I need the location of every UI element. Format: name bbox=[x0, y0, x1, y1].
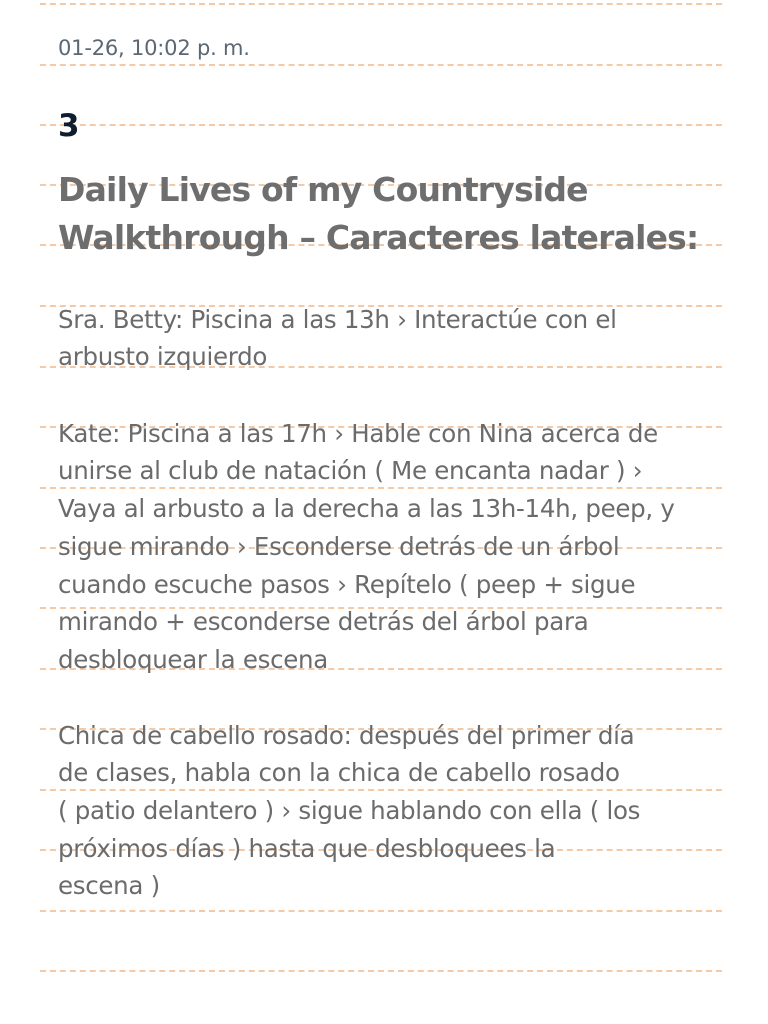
rule-line bbox=[40, 910, 722, 912]
paragraph-line: próximos días ) hasta que desbloquees la bbox=[58, 834, 556, 863]
paragraph-line: Kate: Piscina a las 17h › Hable con Nina acerca de bbox=[58, 419, 658, 448]
paragraph-line: escena ) bbox=[58, 871, 160, 900]
rule-line bbox=[40, 789, 722, 791]
rule-line bbox=[40, 64, 722, 66]
note-timestamp: 01-26, 10:02 p. m. bbox=[58, 36, 250, 60]
paragraph-line: unirse al club de natación ( Me encanta nadar ) › bbox=[58, 456, 643, 485]
paragraph-line: sigue mirando › Esconderse detrás de un árbol bbox=[58, 532, 620, 561]
rule-line bbox=[40, 3, 722, 5]
paragraph-line: Vaya al arbusto a la derecha a las 13h-14h, peep, y bbox=[58, 494, 675, 523]
rule-line bbox=[40, 487, 722, 489]
paragraph-line: cuando escuche pasos › Repítelo ( peep + sigue bbox=[58, 570, 636, 599]
paragraph-line: mirando + esconderse detrás del árbol para bbox=[58, 607, 589, 636]
paragraph-line: Chica de cabello rosado: después del primer día bbox=[58, 721, 635, 750]
note-number: 3 bbox=[58, 108, 80, 144]
paragraph-line: de clases, habla con la chica de cabello rosado bbox=[58, 758, 620, 787]
rule-line bbox=[40, 970, 722, 972]
paragraph-line: arbusto izquierdo bbox=[58, 342, 268, 371]
paragraph-line: ( patio delantero ) › sigue hablando con ella ( los bbox=[58, 796, 641, 825]
paragraph-line: desbloquear la escena bbox=[58, 645, 328, 674]
note-title-line: Walkthrough – Caracteres laterales: bbox=[58, 218, 699, 257]
rule-line bbox=[40, 124, 722, 126]
paragraph-line: Sra. Betty: Piscina a las 13h › Interactúe con el bbox=[58, 305, 617, 334]
note-title-line: Daily Lives of my Countryside bbox=[58, 170, 588, 209]
